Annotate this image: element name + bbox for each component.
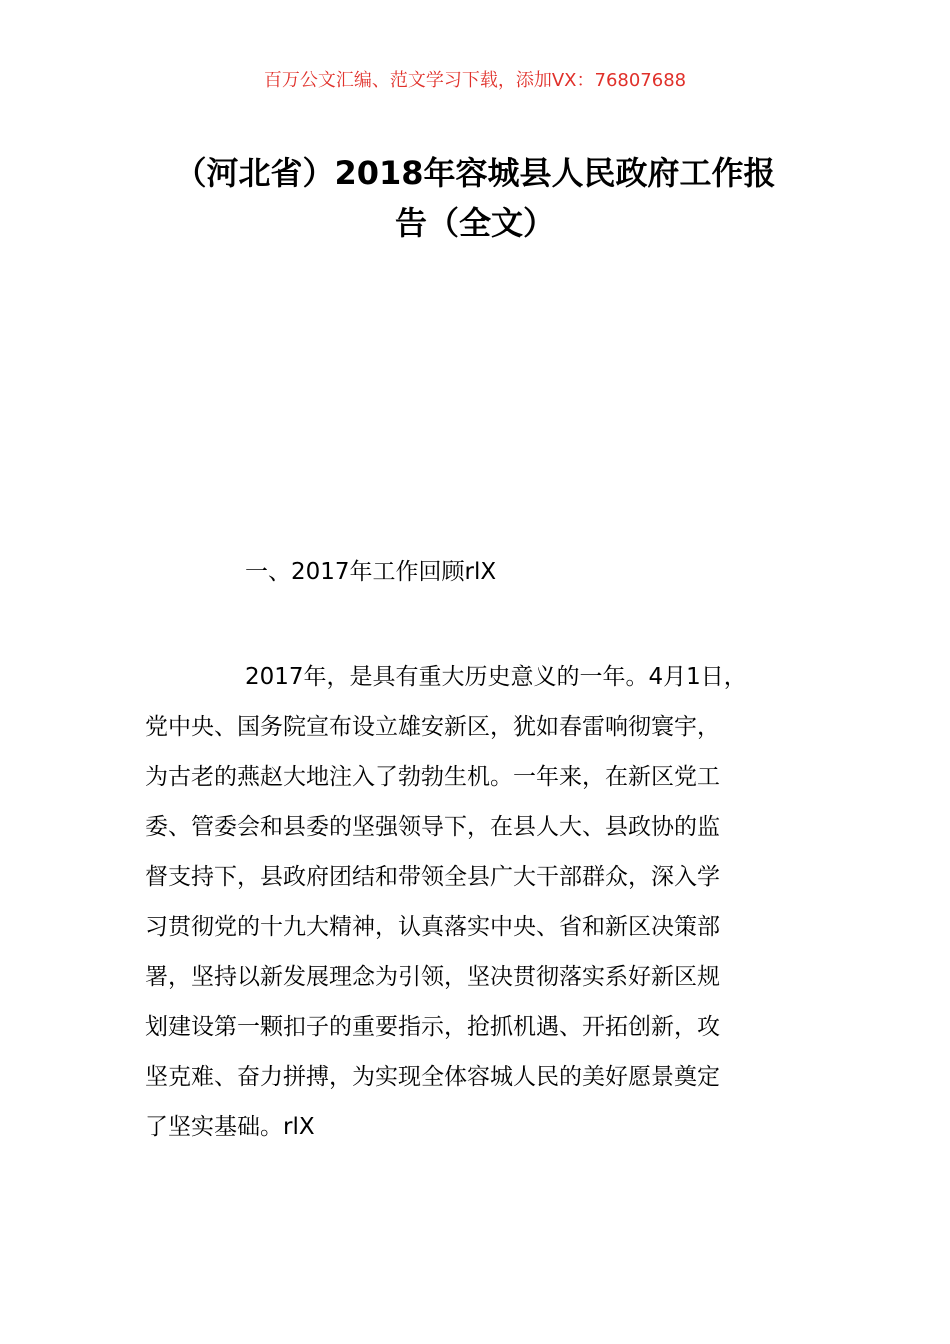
paragraph-line: 了坚实基础。rlX — [145, 1114, 315, 1140]
section-heading: 一、2017年工作回顾rlX — [245, 559, 497, 585]
title-line: （河北省）2018年容城县人民政府工作报 — [174, 154, 776, 192]
paragraph-line: 2017年，是具有重大历史意义的一年。4月1日， — [245, 664, 747, 690]
paragraph-line: 党中央、国务院宣布设立雄安新区，犹如春雷响彻寰宇， — [145, 714, 720, 740]
title-line: 告（全文） — [394, 204, 555, 242]
paragraph-line: 坚克难、奋力拼搏，为实现全体容城人民的美好愿景奠定 — [145, 1064, 720, 1090]
paragraph-line: 署，坚持以新发展理念为引领，坚决贯彻落实系好新区规 — [145, 964, 720, 990]
paragraph-line: 为古老的燕赵大地注入了勃勃生机。一年来，在新区党工 — [145, 764, 720, 790]
paragraph-line: 划建设第一颗扣子的重要指示，抢抓机遇、开拓创新，攻 — [145, 1014, 720, 1040]
paragraph-line: 习贯彻党的十九大精神，认真落实中央、省和新区决策部 — [145, 914, 720, 940]
paragraph-line: 委、管委会和县委的坚强领导下，在县人大、县政协的监 — [145, 814, 720, 840]
document-title — [150, 148, 800, 248]
body-paragraph — [145, 652, 835, 1152]
paragraph-line: 督支持下，县政府团结和带领全县广大干部群众，深入学 — [145, 864, 720, 890]
header-watermark-note: 百万公文汇编、范文学习下载，添加VX：76807688 — [263, 70, 687, 91]
